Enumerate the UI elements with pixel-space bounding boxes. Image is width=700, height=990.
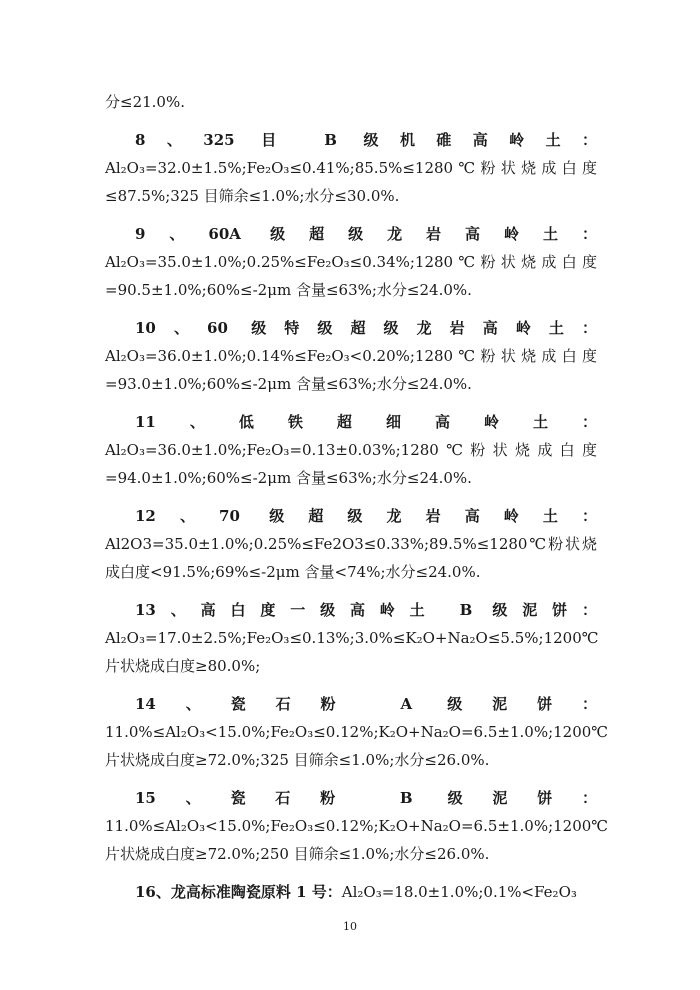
paragraph-9: 16、龙高标准陶瓷原料 1 号：Al₂O₃=18.0±1.0%;0.1%<Fe₂O₃ bbox=[135, 883, 577, 901]
paragraph-7: 14、瓷石粉 A 级泥饼：11.0%≤Al₂O₃<15.0%;Fe₂O₃≤0.12%;K₂O+Na₂O=6.5±1.0%;1200℃片状烧成白度≥72.0%;325 目筛余≤1.0%;水分≤26.0%. bbox=[105, 695, 609, 769]
document-body bbox=[105, 88, 609, 916]
paragraph-4: 11、低铁超细高岭土：Al₂O₃=36.0±1.0%;Fe₂O₃=0.13±0.03%;1280℃粉状烧成白度=94.0±1.0%;60%≤-2μm 含量≤63%;水分≤24.0%. bbox=[105, 413, 597, 487]
page-number: 10 bbox=[343, 920, 357, 933]
paragraph-3: 10、60 级特级超级龙岩高岭土：Al₂O₃=36.0±1.0%;0.14%≤Fe₂O₃<0.20%;1280℃粉状烧成白度=93.0±1.0%;60%≤-2μm 含量≤63%;水分≤24.0%. bbox=[105, 319, 597, 393]
paragraph-8: 15、瓷石粉 B 级泥饼：11.0%≤Al₂O₃<15.0%;Fe₂O₃≤0.12%;K₂O+Na₂O=6.5±1.0%;1200℃片状烧成白度≥72.0%;250 目筛余≤1.0%;水分≤26.0%. bbox=[105, 789, 609, 863]
paragraph-0: 分≤21.0%. bbox=[105, 93, 185, 111]
paragraph-5: 12、70 级超级龙岩高岭土：Al2O3=35.0±1.0%;0.25%≤Fe2O3≤0.33%;89.5%≤1280℃粉状烧成白度<91.5%;69%≤-2μm 含量<74%;水分≤24.0%. bbox=[105, 507, 597, 581]
paragraph-2: 9、60A 级超级龙岩高岭土：Al₂O₃=35.0±1.0%;0.25%≤Fe₂O₃≤0.34%;1280℃粉状烧成白度=90.5±1.0%;60%≤-2μm 含量≤63%;水分≤24.0%. bbox=[105, 225, 597, 299]
paragraph-1: 8、325 目 B 级机碓高岭土：Al₂O₃=32.0±1.5%;Fe₂O₃≤0.41%;85.5%≤1280℃粉状烧成白度≤87.5%;325 目筛余≤1.0%;水分≤30.0%. bbox=[105, 131, 597, 205]
paragraph-6: 13、高白度一级高岭土 B 级泥饼：Al₂O₃=17.0±2.5%;Fe₂O₃≤0.13%;3.0%≤K₂O+Na₂O≤5.5%;1200℃片状烧成白度≥80.0%; bbox=[105, 601, 599, 675]
